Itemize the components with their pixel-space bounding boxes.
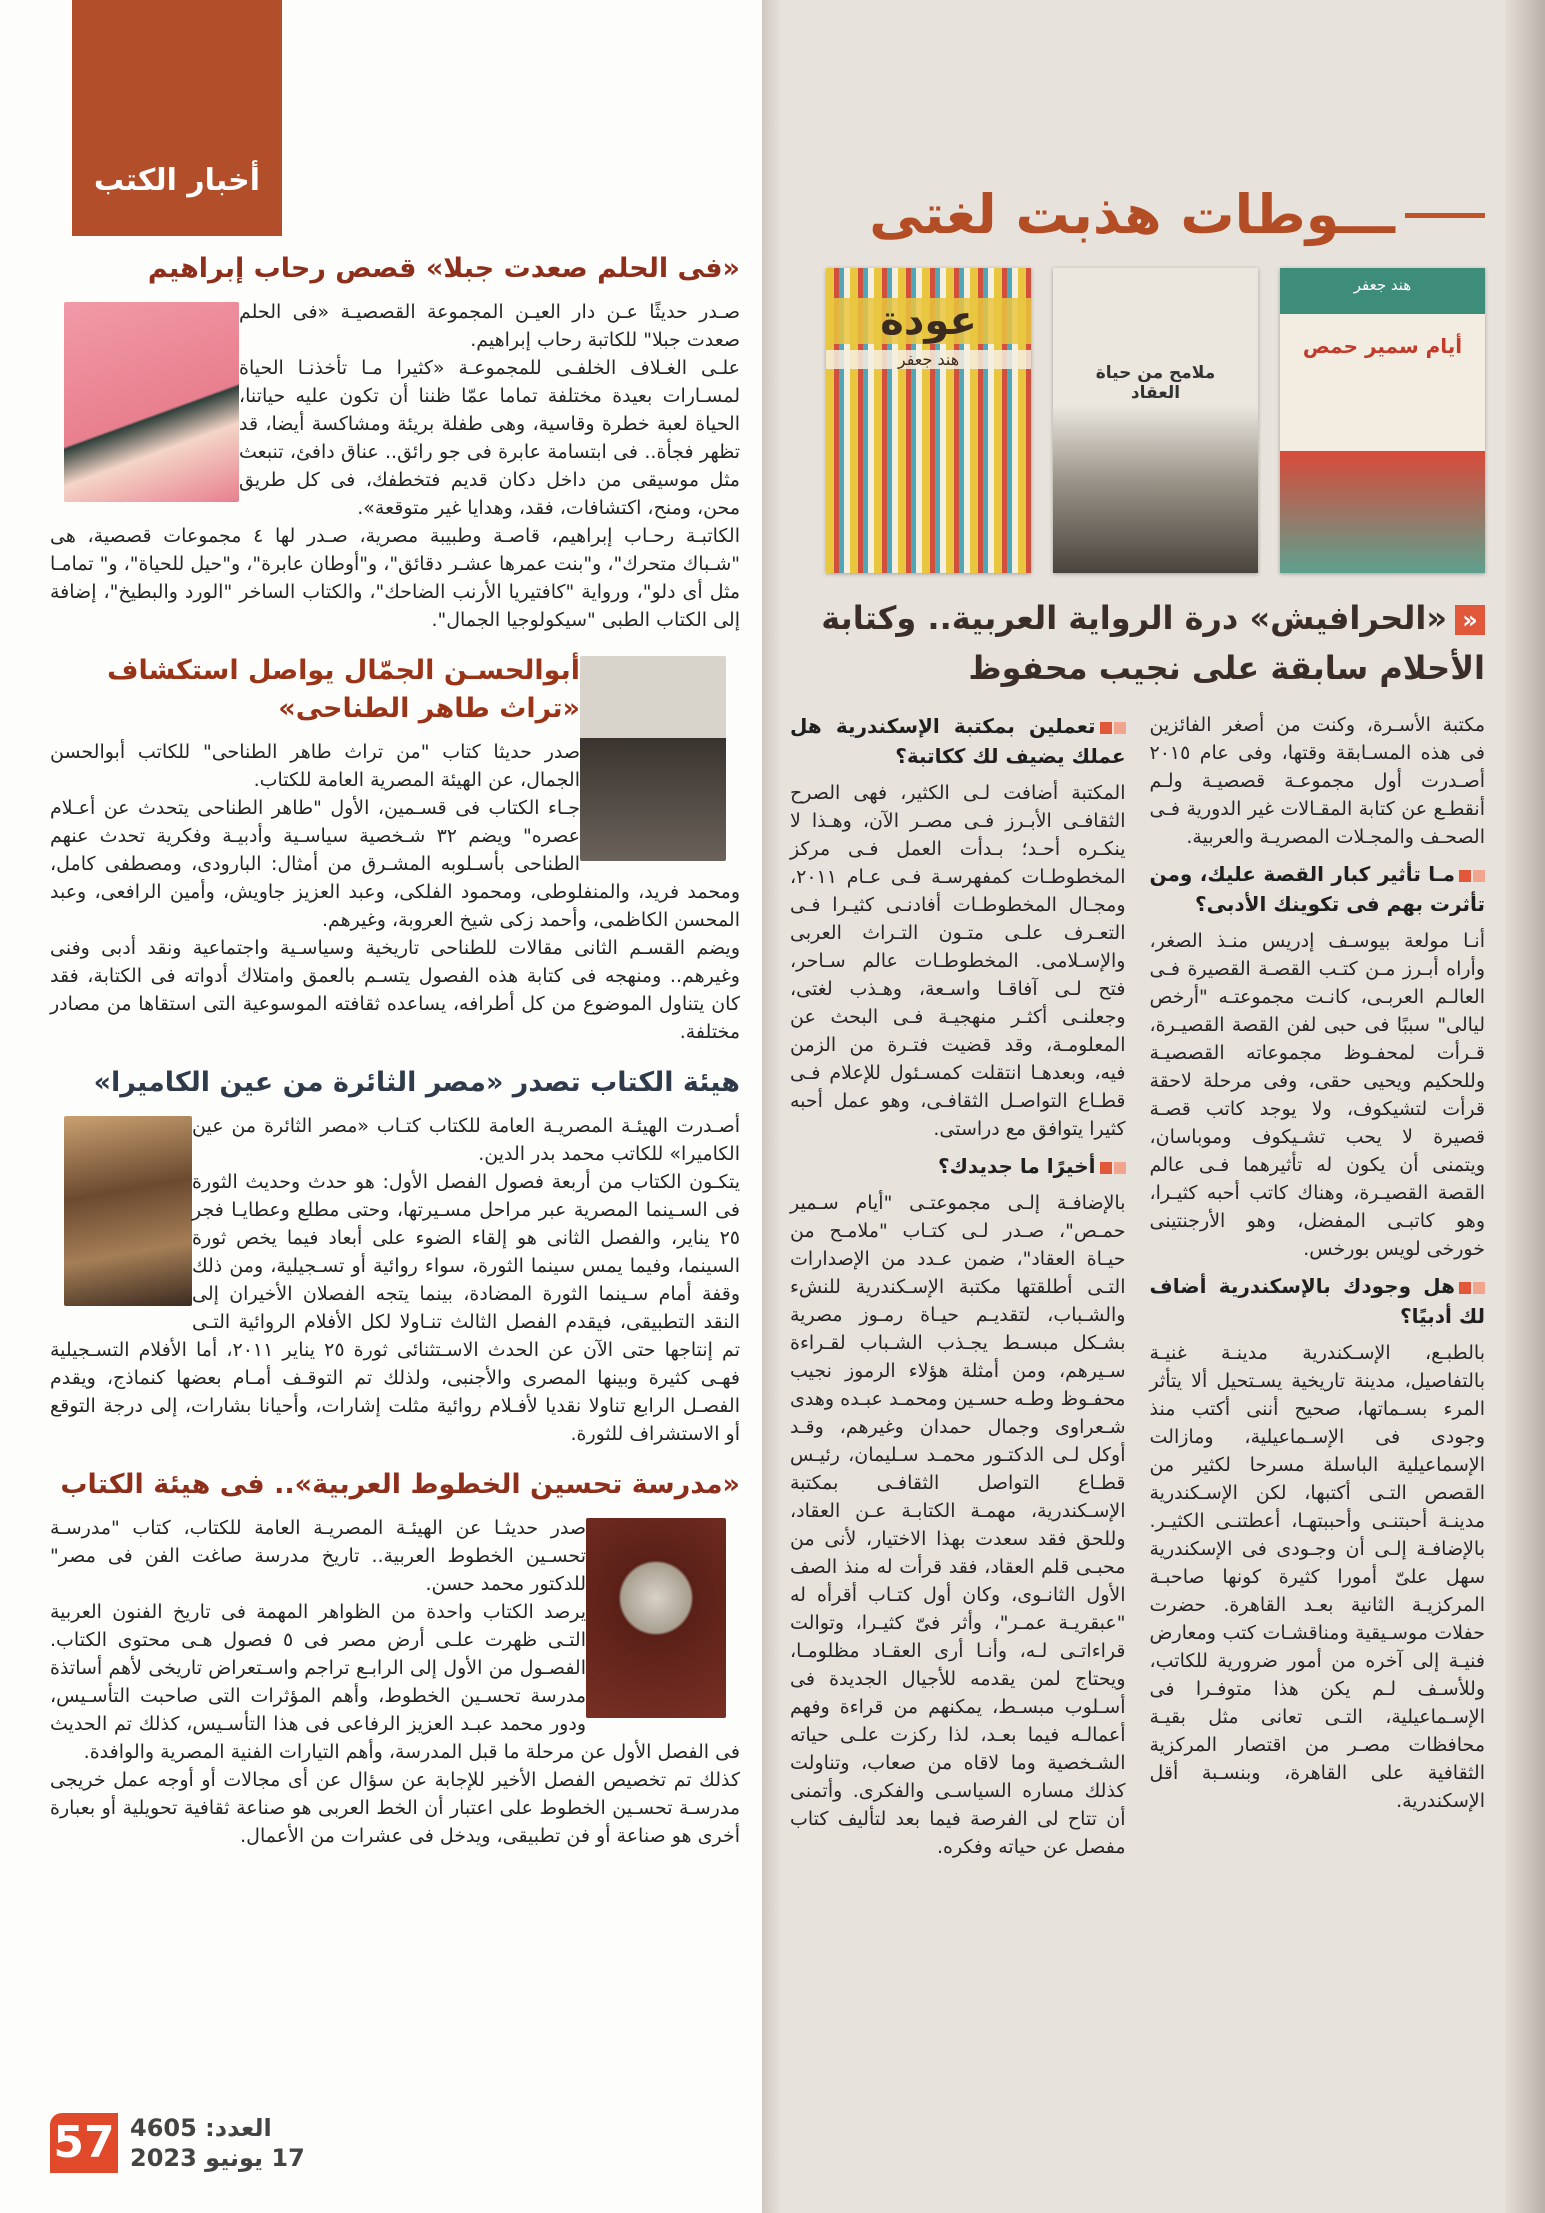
paragraph: صدر حديثـا عن الهيئـة المصريـة العامة للكتاب، كتاب "مدرسـة تحسـين الخطوط العربية.. تاريخ مدرسة صاغت الفن فى مصر" للدكتور محمد حسن.: [50, 1517, 586, 1595]
book-covers: [790, 268, 1485, 573]
paragraph: يرصد الكتاب واحدة من الظواهر المهمة فى تاريخ الفنون العربية التـى ظهرت علـى أرض مصر فى ٥ فصول هـى محتوى الكتاب. الفصـول من الأول إلى الرابـع تراجم واسـتعراض تاريخى لأهم أساتذة مدرسة تحسـين الخطوط، وأهم المؤثرات التى صاحبت التأسـيس، ودور محمد عبـد العزيز الرفاعى فى هذا التأسـيس، كذلك تم الحديث فى الفصل الأول عن مرحلة ما قبل المدرسة، وأهم التيارات الفنية المصرية والوافدة.: [50, 1601, 740, 1763]
paragraph: يتكـون الكتاب من أربعة فصول الفصل الأول: هو حدث وحديث الثورة فى السـينما المصرية عبر مراحل مسـيرتها، وحتى مطلع وعطايـا فجر ٢٥ يناير، والفصل الثانى هو إلقاء الضوء على أبعاد فيما يخص ثورة السينما، وفيما يمس سينما الثورة، سواء روائية أو تسـجيلية، ومن ذلك وقفة أمام سـينما الثورة المضادة، بينما يتجه الفصلان الأخيران إلى النقد التطبيقى، فيقدم الفصل الثالث تنـاولا لكل الأفلام الروائية التـى تم إنتاجها حتى الآن عن الحدث الاسـتثنائى ثورة ٢٥ يناير ٢٠١١، أما الأفلام التسـجيلية فهـى كثيرة وبينها المصرى والأجنبى، ولذلك تم التوقـف أمـام بعضها كنماذج، ويقدم الفصـل الرابع تناولا نقديا لأفـلام روائية مثلت إشارات، وأحيانا بشارات، إلى درجة التوقع أو الاستشراف للثورة.: [50, 1171, 740, 1445]
interview-column-right: [1150, 711, 1486, 1869]
paragraph: المكتبة أضافت لـى الكثير، فهى الصرح الثقافـى الأبـرز فـى مصـر الآن، وهـذا لا ينكـره أحـد؛ بـدأت العمل فـى مركز المخطوطـات كمفهرسـة فـى عـام ٢٠١١، ومجـال المخطوطـات أفادنـى كثيـرا فـى التعـرف علـى متـون التـراث العربى والإسـلامى. المخطوطـات عالم سـاحر، فتح لـى آفاقـا واسـعة، وهـذب لغتى، وجعلنـى أكثـر منهجيـة فـى البحث عن المعلومـة، وقد قضيت فتـرة من الزمن فيه، وبعدهـا انتقلت كمسـئول للإعلام فـى قطـاع التواصـل الثقافـى، وهو عمل أحبه كثيرا يتوافق مع دراستى.: [790, 782, 1126, 1140]
issue-info: [130, 2113, 305, 2173]
article4: [50, 1466, 740, 1850]
cover-title: أيام سمير حمص: [1302, 334, 1463, 358]
paragraph: علـى الغـلاف الخلفـى للمجموعـة «كثيرا مـا تأخذنـا الحياة لمسـارات بعيدة مختلفة تماما عمّا ظننا أن تكون عليه حياتنا، الحياة لعبة خطرة وقاسية، وهى طفلة بريئة ومشاكسة أيضا، قد تظهر فجأة.. فى ابتسامة عابرة فى جو رائق.. عناق دافئ، تنبعث مثل موسيقى من داخل دكان قديم فتخطفك، فى كل طريق محن، ومنح، اكتشافات، فقد، وهدايا غير متوقعة».: [239, 357, 740, 519]
cover-title: عودة: [826, 298, 1031, 344]
right-page: [762, 0, 1545, 2213]
paragraph: بالإضافـة إلـى مجموعتـى "أيام سـمير حمـص"، صـدر لـى كتـاب "ملامـح من حيـاة العقاد"، ضمن عـدد من الإصدارات التـى أطلقتها مكتبة الإسـكندرية للنشء والشـباب، لتقديـم حيـاة رمـوز مصرية بشـكل مبسـط يجـذب الشـباب لقـراءة سـيرهم، ومن أمثلة هؤلاء الرموز نجيب محفـوظ وطـه حسـين ومحمـد عبـده وهدى شـعراوى وجمال حمدان وغيرهم، وقـد أوكل لـى الدكتـور محمـد سـليمان، رئيـس قطـاع التواصل الثقافـى بمكتبة الإسـكندرية، مهمـة الكتابـة عـن العقاد، وللحق فقد سعدت بهذا الاختيار، لأنى من محبـى قلم العقاد، فقد قرأت له منذ الصف الأول الثانـوى، وكان أول كتـاب أقرأه له "عبقريـة عمـر"، وأثر فىّ كثيـرا، وتوالت قراءاتـى لـه، وأنـا أرى العقـاد مظلومـا، ويحتاج لمن يقدمه للأجيال الجديدة فى أسـلوب مبسـط، يمكنهم من قراءة وفهم أعمالـه فيما بعـد، لذا ركزت علـى حياته الشـخصية وما لاقاه من صعاب، وتناولت كذلك مساره السياسـى والفكرى. وأتمنى أن تتاح لى الفرصة فيما بعد لتأليف كتاب مفصل عن حياته وفكره.: [790, 1192, 1126, 1858]
square-bullet-icon: [1100, 1162, 1112, 1174]
feature-title-row: [790, 180, 1485, 250]
book-cover-image: [580, 656, 726, 861]
book-cover-ayam-samir-hems: [1280, 268, 1485, 573]
feature-title: ـــوطات هذبت لغتى: [869, 183, 1395, 246]
article1-title: «فى الحلم صعدت جبلا» قصص رحاب إبراهيم: [147, 253, 740, 284]
question: هل وجودك بالإسكندرية أضاف لك أدبيًا؟: [1149, 1274, 1485, 1328]
paragraph: بالطبـع، الإسـكندرية مدينـة غنيـة بالتفاصيل، مدينة تاريخية يسـتحيل ألا يتأثر المرء بسـماتها، صحيح أننى أكتب منذ وجودى فى الإسـماعيلية، ومازالت الإسماعيلية الباسلة مسرحا لكثير من القصص التـى أكتبها، لكن الإسـكندرية مدينـة أحبتنـى وأحببتهـا، أعطتنـى الكثيـر. بالإضافـة إلـى أن وجـودى فى الإسكندرية سهل علىّ أمورا كثيرة كونها صاحبـة المركزيـة الثانية بعـد القاهرة. حضرت حفلات موسـيقية ومناقشـات كتب ومعارض فنيـة إلى آخره من أمور ضرورية للكاتب، وللأسـف لـم يكن هذا متوفـرا فى الإسـماعيلية، التـى تعانى مثل بقيـة محافظات مصـر من اقتصار المركزية الثقافية على القاهرة، وبنسـبة أقل الإسكندرية.: [1149, 1342, 1485, 1812]
chevron-icon: «: [1455, 605, 1485, 635]
paragraph: ويضم القسـم الثانى مقالات للطناحى تاريخية وسياسـية واجتماعية ونقد أدبى وفنى وغيرهم.. ومنهجه فى كتابة هذه الفصول يتسـم بالعمق وامتلاك أدواته فى الكتابة، فقد كان يتناول الموضوع من كل أطرافه، يساعده ثقافته الموسوعية التى استقاها من مصادر مختلفة.: [50, 937, 740, 1043]
paragraph: جـاء الكتاب فى قسـمين، الأول "طاهر الطناحى يتحدث عن أعـلام عصره" ويضم ٣٢ شـخصية سياسـية وأدبيـة وفكرية تحدث عنهم الطناحى بأسـلوبه المشـرق من أمثال: البارودى، ومصطفى كامل، ومحمد فريد، والمنفلوطى، ومحمود الفلكى، وعبد العزيز جاويش، وأمين الرافعى، وعبد المحسن الكاظمى، وأحمد زكى شيخ العروبة، وغيرهم.: [50, 797, 740, 931]
square-bullet-icon: [1459, 1282, 1471, 1294]
article2: [50, 652, 740, 1046]
book-cover-awda: [826, 268, 1031, 573]
question: أخيرًا ما جديدك؟: [790, 1151, 1126, 1181]
article3-title: هيئة الكتاب تصدر «مصر الثائرة من عين الكاميرا»: [93, 1067, 740, 1098]
cover-author: هند جعفر: [826, 350, 1031, 369]
interview-column-middle: [790, 711, 1126, 1869]
square-bullet-icon: [1100, 722, 1112, 734]
paragraph: أنـا مولعة بيوسـف إدريس منـذ الصغر، وأراه أبـرز مـن كتـب القصـة القصيرة فـى العالـم العربـى، كانـت مجموعتـه "أرخص ليالى" سببًا فى حبى لفن القصة القصيـرة، قـرأت لمحفـوظ مجموعاته القصصيـة وللحكيم ويحيى حقى، وفى مرحلة لاحقة قرأت لتشيكوف، ولا يوجد كاتب قصـة قصيرة لا يحب تشـيكوف وموباسان، ويتمنى أن يكون له تأثيرهما فـى عالم القصة القصيـرة، وهناك كاتب أحبه كثيـرا، وهو كاتبـى المفضل، وهو الأرجنتينى خورخى لويس بورخس.: [1149, 930, 1485, 1260]
paragraph: أصـدرت الهيئـة المصريـة العامة للكتاب كتـاب «مصر الثائرة من عين الكاميرا» للكاتب محمد بدر الدين.: [192, 1115, 740, 1165]
cover-author: هند جعفر: [1353, 276, 1412, 294]
cover-title: ملامح من حياة العقاد: [1095, 363, 1216, 403]
headline-text: «الحرافيش» درة الرواية العربية.. وكتابة الأحلام سابقة على نجيب محفوظ: [821, 599, 1485, 687]
book-cover-image: [64, 1116, 192, 1306]
article4-title: «مدرسة تحسين الخطوط العربية».. فى هيئة الكتاب: [60, 1469, 740, 1500]
section-label: أخبار الكتب: [72, 0, 282, 236]
question: مـا تأثير كبار القصة عليك، ومن تأثرت بهم فى تكوينك الأدبى؟: [1149, 862, 1485, 916]
book-cover-image: [64, 302, 239, 502]
paragraph: صـدر حديثًا عـن دار العيـن المجموعة القصصيـة «فى الحلم صعدت جبلا" للكاتبة رحاب إبراهيم.: [239, 301, 740, 351]
question: تعملين بمكتبة الإسكندرية هل عملك يضيف لك ككاتبة؟: [790, 714, 1126, 768]
article1: [50, 250, 740, 634]
paragraph: صدر حديثا كتاب "من تراث طاهر الطناحى" للكاتب أبوالحسن الجمال، عن الهيئة المصرية العامة للكتاب.: [50, 741, 580, 791]
issue-date: 17 يونيو 2023: [130, 2144, 305, 2172]
paragraph: مكتبة الأسـرة، وكنت من أصغر الفائزين فى هذه المسـابقة وقتها، وفى عام ٢٠١٥ أصـدرت أول مجموعـة قصصيـة ولـم أنقطـع عن كتابة المقـالات غير الدورية فـى الصحـف والمجـلات المصريـة والعربية.: [1149, 714, 1485, 848]
issue-number: العدد: 4605: [130, 2114, 272, 2142]
page-edge: [1505, 0, 1545, 2213]
book-cover-image: [586, 1518, 726, 1718]
square-bullet-icon: [1459, 870, 1471, 882]
paragraph: كذلك تم تخصيص الفصل الأخير للإجابة عن سؤال عن أى مجالات أو أوجه عمل خريجى مدرسـة تحسـين الخطوط على اعتبار أن الخط العربى هو صناعة ثقافية تحويلية أو بعبارة أخرى هو صناعة أو فن تطبيقى، ويدخل فى عشرات من الأعمال.: [50, 1769, 740, 1847]
interview-headline: [790, 593, 1485, 693]
article3: [50, 1064, 740, 1448]
title-rule: [1405, 213, 1485, 218]
article2-title-line2: «تراث طاهر الطناحى»: [278, 693, 580, 724]
page-footer: [50, 2093, 740, 2173]
page-number: 57: [50, 2113, 118, 2173]
page-gutter: [762, 0, 780, 2213]
left-page: [0, 0, 762, 2213]
article2-title-line1: أبوالحسـن الجمّال يواصل استكشاف: [107, 655, 580, 686]
book-cover-akkad: [1053, 268, 1258, 573]
paragraph: الكاتبـة رحـاب إبراهيم، قاصـة وطبيبة مصرية، صـدر لها ٤ مجموعات قصصية، هى "شـباك متحرك"، و"بنت عمرها عشـر دقائق"، و"أوطان عابرة"، و"حيل للحياة"، و" تمامـا مثل أى دلو"، ورواية "كافتيريا الأرنب الضاحك"، والكتاب الساخر "الورد والبطيخ"، إضافة إلى الكتاب الطبى "سيكولوجيا الجمال".: [50, 525, 740, 631]
interview-columns: [790, 711, 1485, 1869]
